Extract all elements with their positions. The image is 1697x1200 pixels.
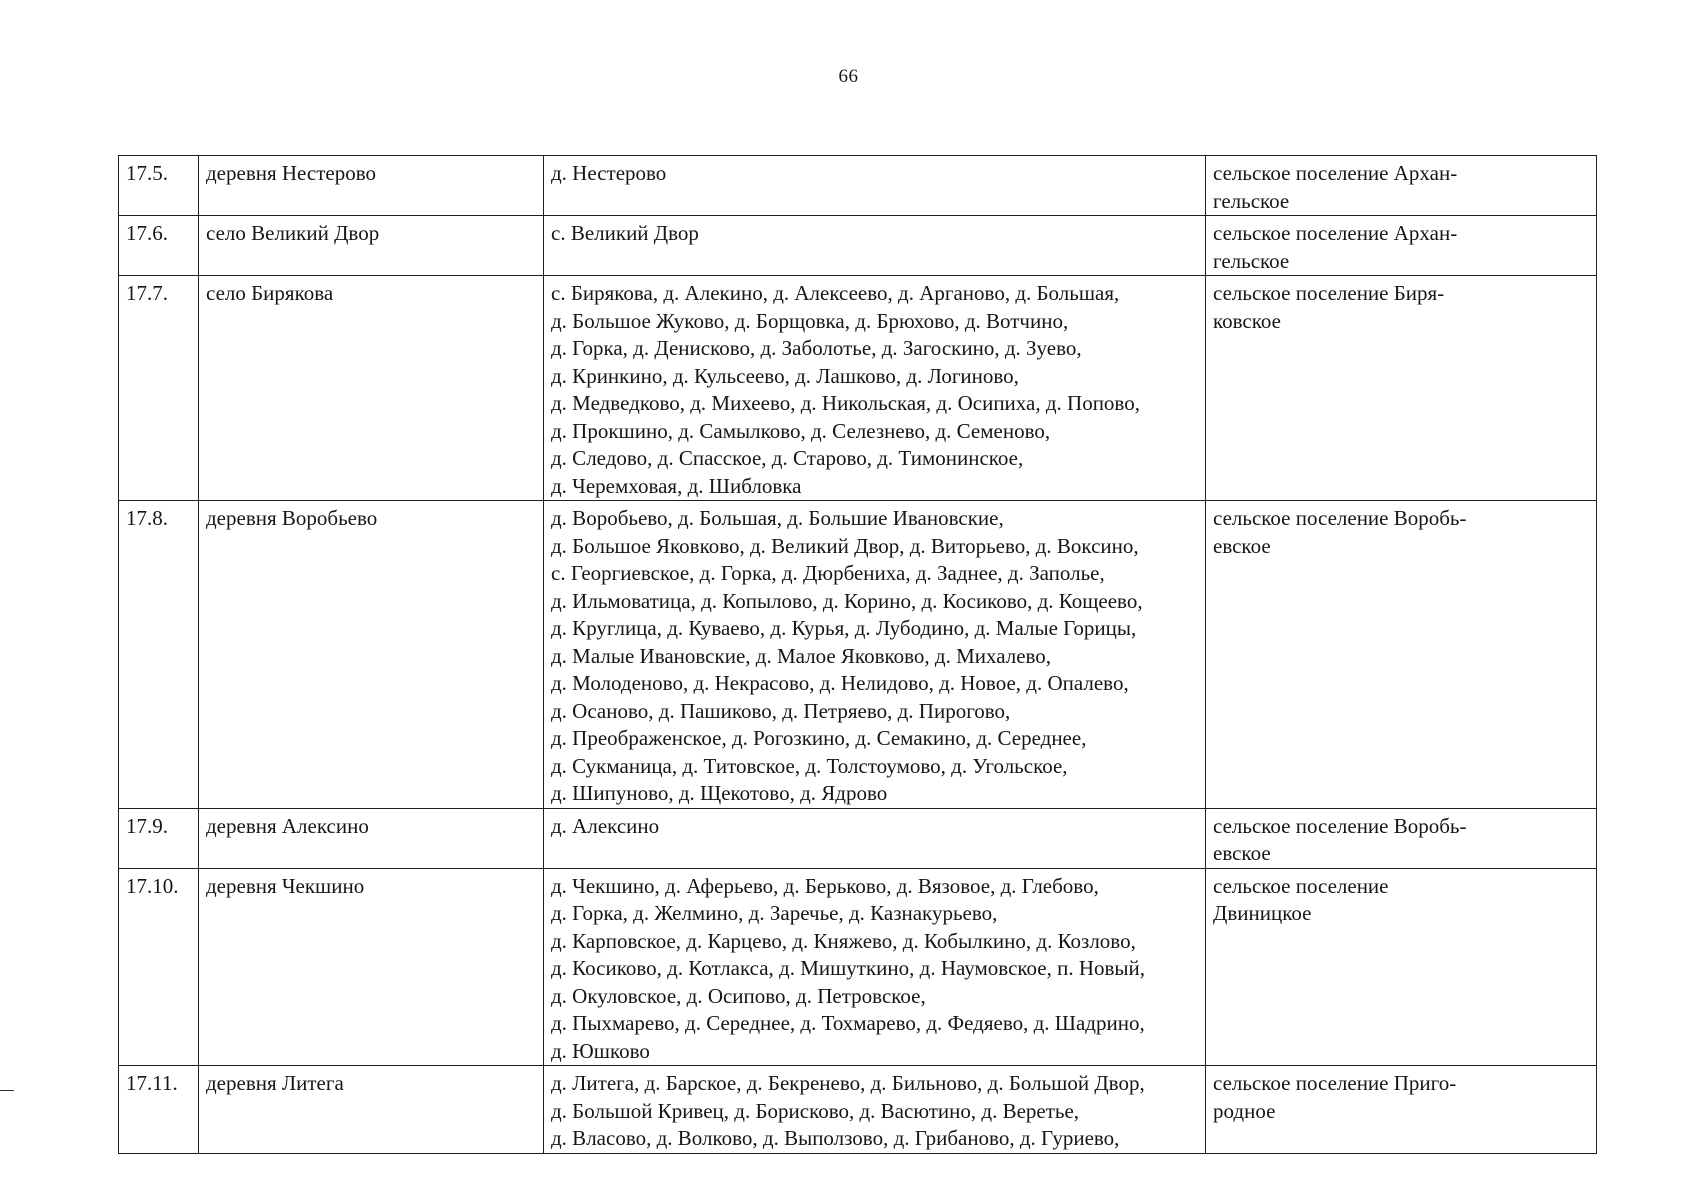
settlements-cell [544,808,1206,868]
settlements-line: д. Молоденово, д. Некрасово, д. Нелидово, д. Новое, д. Опалево, [551,671,1129,695]
settlement-area-line: сельское поселение Воробь- [1213,506,1467,530]
settlements-line: д. Пыхмарево, д. Середнее, д. Тохмарево, д. Федяево, д. Шадрино, [551,1011,1145,1035]
settlements-line: д. Прокшино, д. Самылково, д. Селезнево, д. Семеново, [551,418,1051,443]
settlement-area-cell [1206,276,1597,501]
table-row [119,156,1597,216]
settlements-line: д. Горка, д. Желмино, д. Заречье, д. Казнакурьево, [551,901,998,925]
settlement-area-line: евское [1213,841,1271,865]
settlement-area-line: сельское поселение Архан- [1213,161,1458,185]
settlements-line: д. Окуловское, д. Осипово, д. Петровское, [551,983,926,1008]
municipal-formation-cell: деревня Чекшино [199,868,544,1066]
settlement-area-line: сельское поселение Биря- [1213,281,1445,305]
settlement-area-cell [1206,868,1597,1066]
settlements-line: д. Большое Жуково, д. Борщовка, д. Брюхово, д. Вотчино, [551,308,1069,333]
settlements-cell [544,501,1206,809]
settlements-line: д. Большой Кривец, д. Борисково, д. Васютино, д. Веретье, [551,1098,1080,1123]
settlements-line: д. Нестерово [551,161,667,185]
table-row [119,868,1597,1066]
settlement-area-line: гельское [1213,188,1290,213]
settlements-line: с. Георгиевское, д. Горка, д. Дюрбениха, д. Заднее, д. Заполье, [551,561,1105,585]
table-row [119,1066,1597,1154]
settlement-area-line: сельское поселение Архан- [1213,221,1458,245]
settlements-cell [544,276,1206,501]
settlements-line: д. Воробьево, д. Большая, д. Большие Ивановские, [551,506,1004,530]
settlement-area-line: родное [1213,1098,1276,1123]
municipal-formation-cell: деревня Нестерово [199,156,544,216]
settlement-area-cell [1206,501,1597,809]
municipal-formation-cell: деревня Алексино [199,808,544,868]
settlement-area-cell [1206,216,1597,276]
municipal-formation-cell: деревня Воробьево [199,501,544,809]
settlements-line: д. Большое Яковково, д. Великий Двор, д. Виторьево, д. Воксино, [551,533,1139,558]
row-number: 17.11. [119,1066,199,1154]
municipal-formation-cell: село Бирякова [199,276,544,501]
municipal-formation-cell: село Великий Двор [199,216,544,276]
settlements-line: с. Бирякова, д. Алекино, д. Алексеево, д. Арганово, д. Большая, [551,281,1120,305]
settlements-line: д. Власово, д. Волково, д. Выползово, д. Грибаново, д. Гуриево, [551,1126,1120,1150]
row-number: 17.9. [119,808,199,868]
settlements-line: д. Шипуново, д. Щекотово, д. Ядрово [551,781,888,805]
settlements-line: д. Следово, д. Спасское, д. Старово, д. Тимонинское, [551,446,1024,470]
settlements-line: д. Литега, д. Барское, д. Бекренево, д. Бильново, д. Большой Двор, [551,1071,1145,1095]
settlement-area-cell [1206,1066,1597,1154]
settlements-line: д. Ильмоватица, д. Копылово, д. Корино, д. Косиково, д. Кощеево, [551,588,1143,613]
settlements-line: с. Великий Двор [551,221,699,245]
settlement-area-line: ковское [1213,308,1281,333]
settlements-line: д. Карповское, д. Карцево, д. Княжево, д. Кобылкино, д. Козлово, [551,928,1136,953]
settlement-area-line: сельское поселение Приго- [1213,1071,1457,1095]
settlements-cell [544,156,1206,216]
page-number: 66 [838,66,859,87]
settlement-area-line: сельское поселение Воробь- [1213,813,1467,838]
settlements-line: д. Малые Ивановские, д. Малое Яковково, д. Михалево, [551,643,1052,668]
settlement-area-line: сельское поселение [1213,873,1389,898]
row-number: 17.6. [119,216,199,276]
settlements-line: д. Черемховая, д. Шибловка [551,473,802,498]
settlements-line: д. Преображенское, д. Рогозкино, д. Семакино, д. Середнее, [551,726,1087,750]
margin-mark [0,1090,14,1091]
settlements-line: д. Юшково [551,1038,650,1063]
settlement-area-cell [1206,156,1597,216]
settlements-line: д. Осаново, д. Пашиково, д. Петряево, д. Пирогово, [551,698,1011,723]
settlements-cell [544,1066,1206,1154]
settlements-line: д. Медведково, д. Михеево, д. Никольская, д. Осипиха, д. Попово, [551,391,1140,415]
settlement-area-line: евское [1213,533,1271,558]
settlements-line: д. Чекшино, д. Аферьево, д. Берьково, д. Вязовое, д. Глебово, [551,873,1099,898]
row-number: 17.8. [119,501,199,809]
row-number: 17.7. [119,276,199,501]
settlements-line: д. Горка, д. Денисково, д. Заболотье, д. Загоскино, д. Зуево, [551,336,1082,360]
row-number: 17.10. [119,868,199,1066]
municipal-formation-cell: деревня Литега [199,1066,544,1154]
settlements-line: д. Круглица, д. Куваево, д. Курья, д. Лубодино, д. Малые Горицы, [551,616,1137,640]
settlements-cell [544,868,1206,1066]
table-row [119,276,1597,501]
settlements-cell [544,216,1206,276]
table-row [119,808,1597,868]
settlements-line: д. Сукманица, д. Титовское, д. Толстоумово, д. Угольское, [551,753,1068,778]
row-number: 17.5. [119,156,199,216]
settlements-line: д. Кринкино, д. Кульсеево, д. Лашково, д. Логиново, [551,363,1019,388]
settlement-area-line: гельское [1213,248,1290,273]
table-row [119,501,1597,809]
settlements-line: д. Алексино [551,813,660,838]
settlement-area-cell [1206,808,1597,868]
table-row [119,216,1597,276]
table-body [119,156,1597,1154]
settlements-line: д. Косиково, д. Котлакса, д. Мишуткино, д. Наумовское, п. Новый, [551,956,1146,980]
settlement-area-line: Двиницкое [1213,901,1312,925]
settlements-table [118,155,1597,1154]
